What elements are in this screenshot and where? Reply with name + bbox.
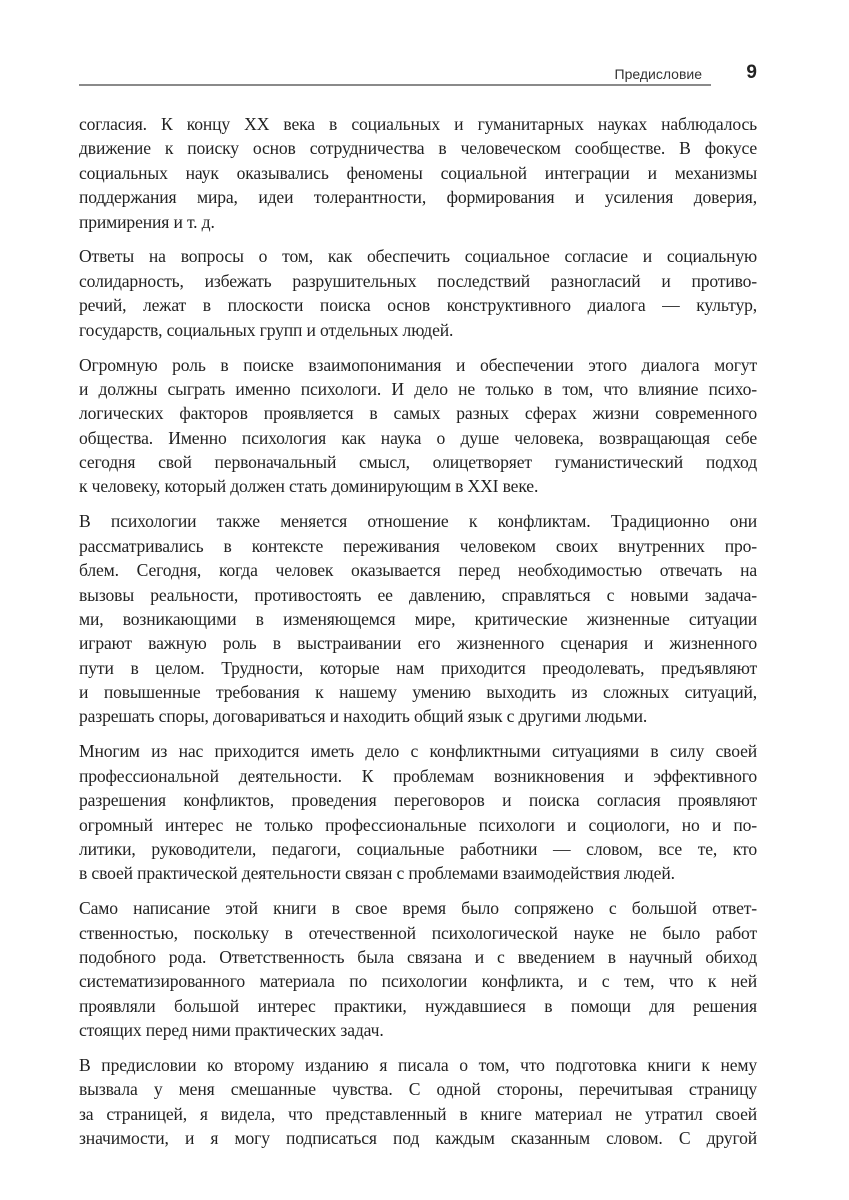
text-line: ственностью, поскольку в отечественной психологической науке не было работ [79,922,757,943]
text-line: и должны сыграть именно психологи. И дело не только в том, что влияние психо- [79,378,757,399]
text-line: блем. Сегодня, когда человек оказывается перед необходимостью отвечать на [79,560,757,581]
header-rule [79,84,711,86]
text-line: речий, лежат в плоскости поиска основ конструктивного диалога — культур, [79,295,757,316]
page-number: 9 [746,62,757,83]
text-line: согласия. К концу XX века в социальных и гуманитарных науках наблюдалось [79,114,757,134]
text-line: литики, руководители, педагоги, социальные работники — словом, все те, кто [79,838,757,859]
paragraph [79,896,757,1042]
text-line: Ответы на вопросы о том, как обеспечить социальное согласие и социальную [79,246,757,267]
text-line: пути в целом. Трудности, которые нам приходится преодолевать, предъявляют [79,657,757,678]
text-line: вызовы реальности, противостоять ее давлению, справляться с новыми задача- [79,584,757,605]
text-line: подобного рода. Ответственность была связана и с введением в научный обиход [79,947,757,967]
text-line: играют важную роль в выстраивании его жизненного сценария и жизненного [79,633,757,654]
text-line: значимости, и я могу подписаться под каждым сказанным словом. С другой [79,1128,757,1149]
text-line: проявляли большой интерес практики, нуждавшиеся в помощи для решения [79,995,757,1016]
paragraph [79,244,757,342]
text-line: поддержания мира, идеи толерантности, формирования и усиления доверия, [79,187,757,208]
text-line: В психологии также меняется отношение к конфликтам. Традиционно они [79,511,757,532]
paragraph [79,353,757,499]
paragraph [79,739,757,885]
text-line: и повышенные требования к нашему умению выходить из сложных ситуаций, [79,682,757,703]
text-line: В предисловии ко второму изданию я писала о том, что подготовка книги к нему [79,1055,757,1076]
paragraph [79,509,757,729]
running-header [79,62,757,86]
text-line: движение к поиску основ сотрудничества в человеческом сообществе. В фокусе [79,138,757,159]
text-line: рассматривались в контексте переживания человеком своих внутренних про- [79,535,757,556]
text-line: в своей практической деятельности связан с проблемами взаимодействия людей. [79,863,675,884]
text-line: государств, социальных групп и отдельных людей. [79,319,454,340]
text-line: логических факторов проявляется в самых разных сферах жизни современного [79,403,757,424]
text-line: сегодня свой первоначальный смысл, олицетворяет гуманистический подход [79,452,757,473]
text-line: огромный интерес не только профессиональные психологи и социологи, но и по- [79,814,757,835]
text-line: Многим из нас приходится иметь дело с конфликтными ситуациями в силу своей [79,741,757,762]
text-line: разрешения конфликтов, проведения переговоров и поиска согласия проявляют [79,790,757,811]
text-line: Само написание этой книги в свое время было сопряжено с большой ответ- [79,898,757,919]
text-line: вызвала у меня смешанные чувства. С одной стороны, перечитывая страницу [79,1079,757,1100]
paragraph [79,112,757,234]
text-line: Огромную роль в поиске взаимопонимания и обеспечении этого диалога могут [79,354,757,375]
text-line: разрешать споры, договариваться и находить общий язык с другими людьми. [79,706,648,727]
text-line: общества. Именно психология как наука о душе человека, возвращающая себе [79,427,757,448]
running-header-title: Предисловие [614,66,702,82]
text-line: социальных наук оказывались феномены социальной интеграции и механизмы [79,162,757,183]
text-line: к человеку, который должен стать доминирующим в XXI веке. [79,476,539,497]
text-line: примирения и т. д. [79,211,215,232]
text-line: солидарность, избежать разрушительных последствий разногласий и противо- [79,270,757,291]
text-line: ми, возникающими в изменяющемся мире, критические жизненные ситуации [79,608,757,629]
text-line: за страницей, я видела, что представленный в книге материал не утратил своей [79,1103,757,1124]
text-line: стоящих перед ними практических задач. [79,1020,384,1041]
paragraph [79,1053,757,1151]
text-line: систематизированного материала по психологии конфликта, и с тем, что к ней [79,971,757,992]
text-line: профессиональной деятельности. К проблемам возникновения и эффективного [79,765,757,786]
page-body [79,112,757,1161]
